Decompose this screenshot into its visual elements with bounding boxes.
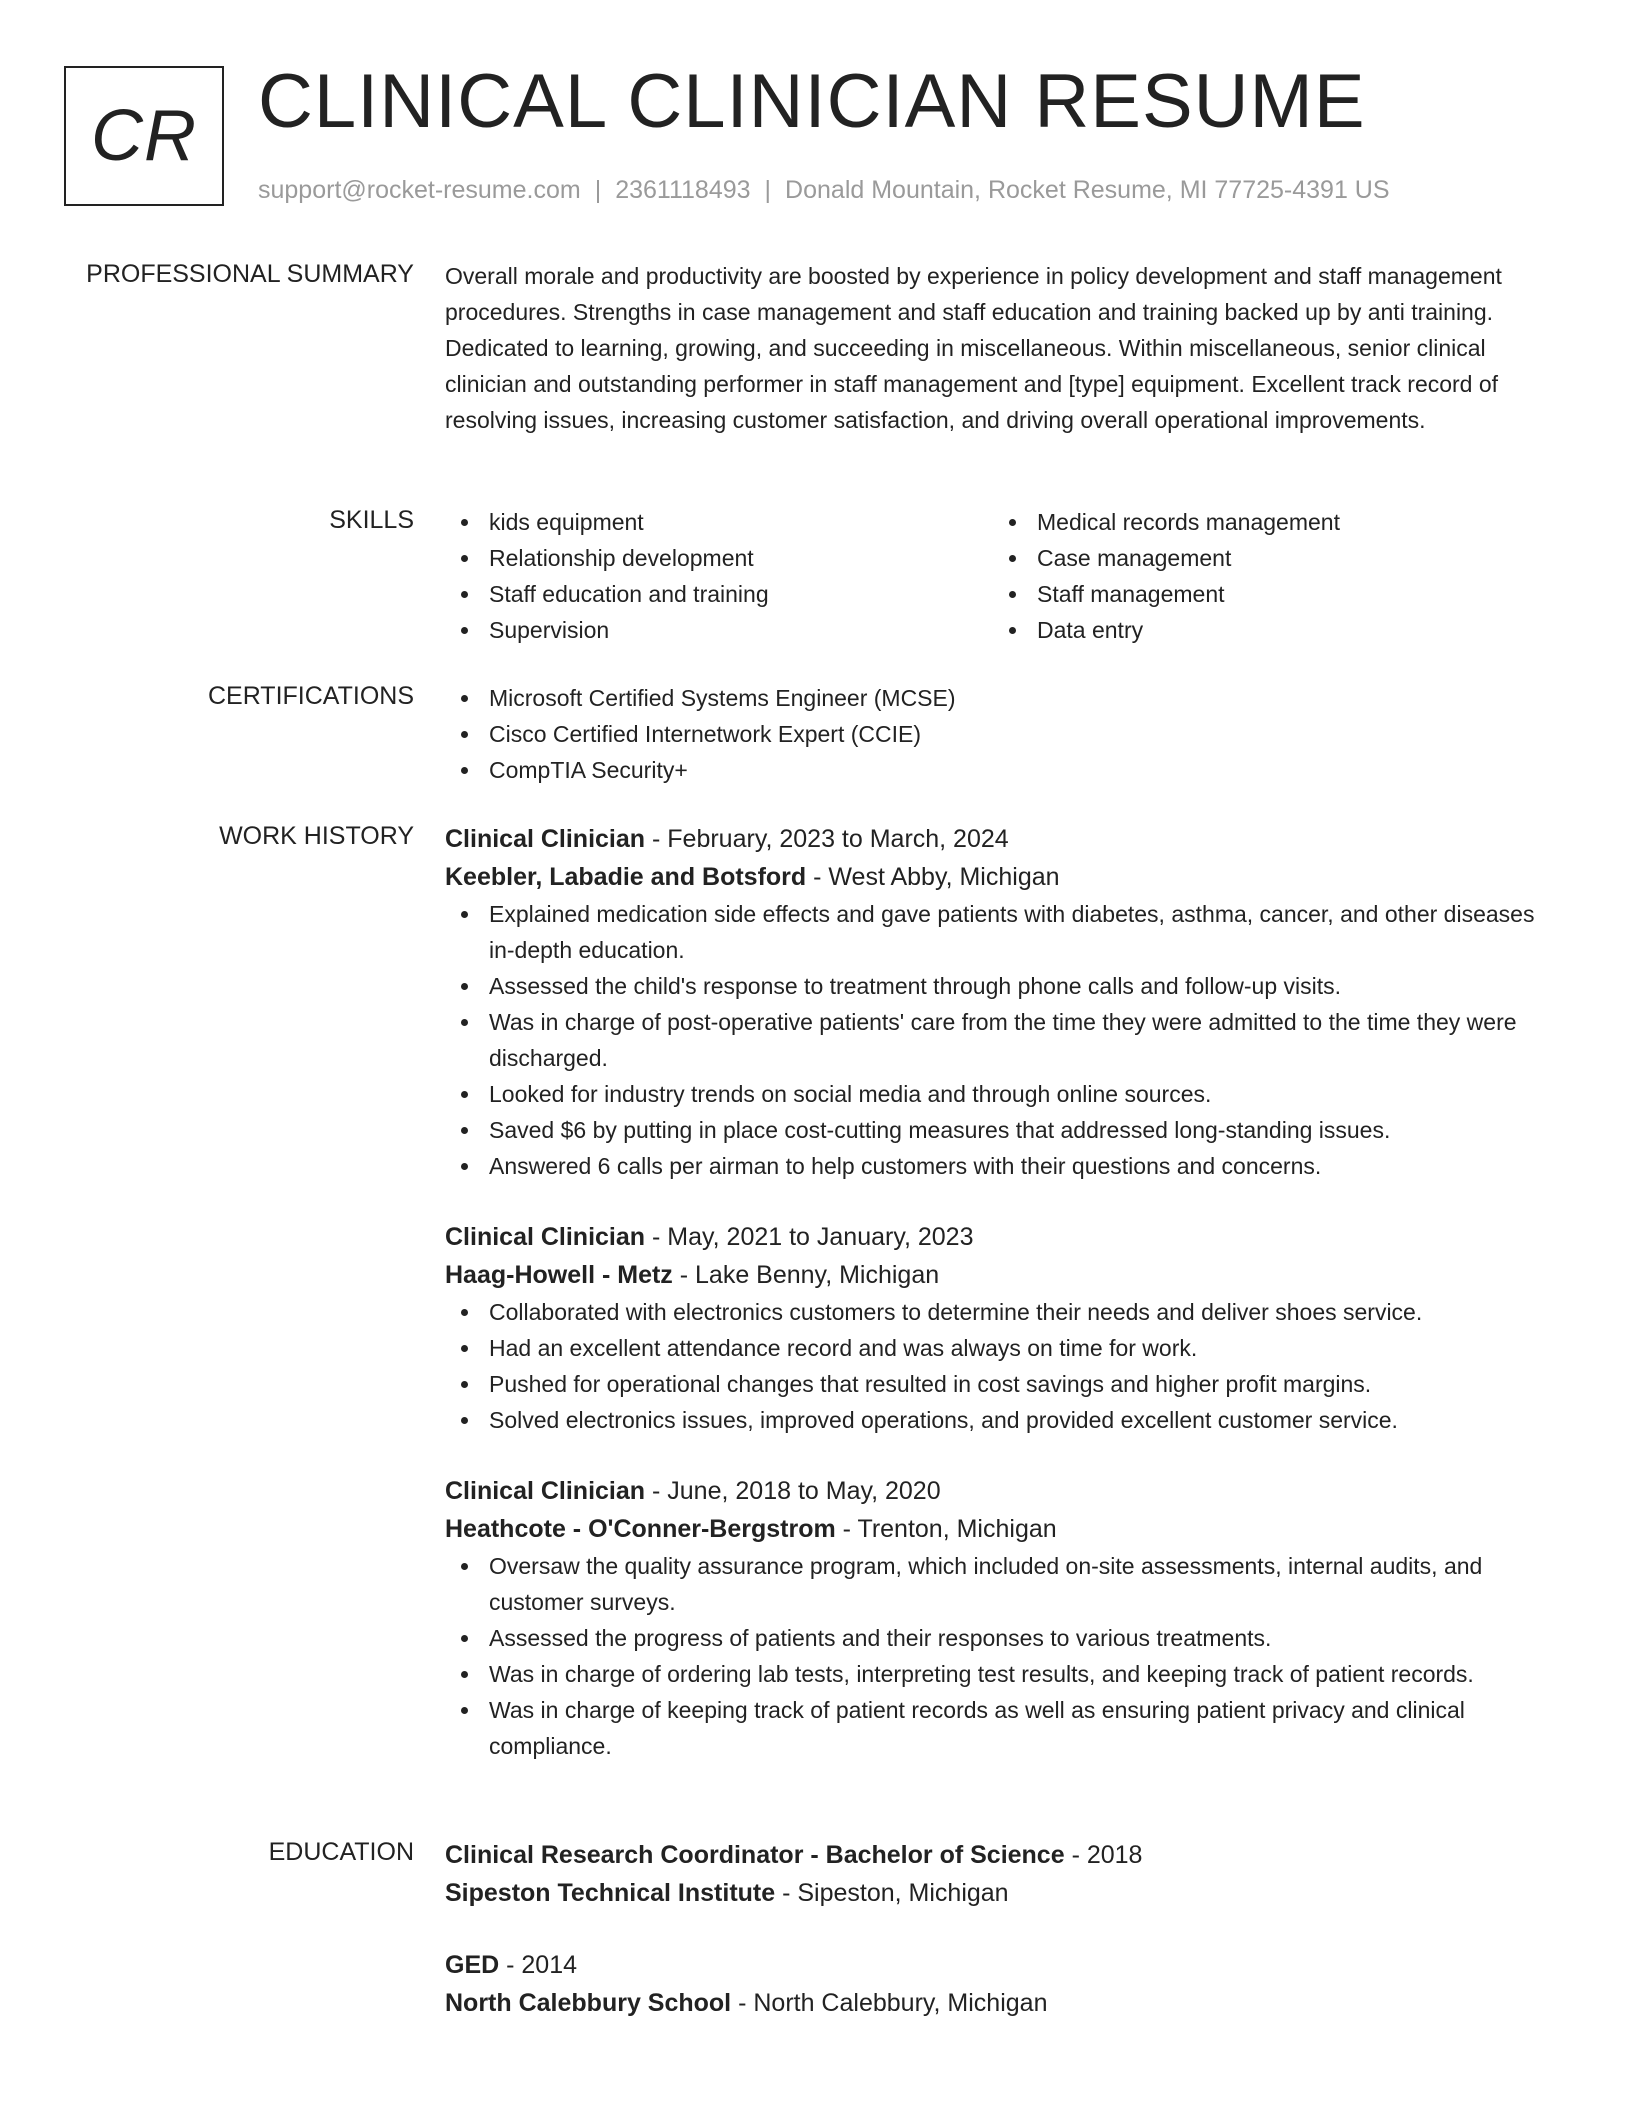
list-item: Explained medication side effects and gave patients with diabetes, asthma, cancer, and other diseases in-depth education. xyxy=(445,896,1565,968)
work-body xyxy=(445,820,1565,1798)
job-company-line xyxy=(445,1256,1565,1294)
education-degree: GED xyxy=(445,1951,500,1979)
job-entry xyxy=(445,820,1565,1184)
job-dates: - February, 2023 to March, 2024 xyxy=(645,825,1009,853)
education-entry xyxy=(445,1836,1565,1912)
list-item: Saved $6 by putting in place cost-cutting measures that addressed long-standing issues. xyxy=(445,1112,1565,1148)
job-location: - West Abby, Michigan xyxy=(806,863,1060,891)
monogram-logo: CR xyxy=(64,66,224,206)
education-entry xyxy=(445,1946,1565,2022)
education-degree: Clinical Research Coordinator - Bachelor of Science xyxy=(445,1841,1065,1869)
section-label-summary: PROFESSIONAL SUMMARY xyxy=(86,260,414,288)
list-item: Had an excellent attendance record and was always on time for work. xyxy=(445,1330,1565,1366)
certifications-list xyxy=(445,680,1565,788)
list-item: Collaborated with electronics customers to determine their needs and deliver shoes service. xyxy=(445,1294,1565,1330)
contact-separator: | xyxy=(764,176,772,204)
list-item: Staff management xyxy=(993,576,1541,612)
job-location: - Trenton, Michigan xyxy=(835,1515,1057,1543)
job-entry xyxy=(445,1472,1565,1764)
job-title: Clinical Clinician xyxy=(445,825,646,853)
job-title: Clinical Clinician xyxy=(445,1223,646,1251)
education-school-line xyxy=(445,1874,1565,1912)
list-item: Answered 6 calls per airman to help customers with their questions and concerns. xyxy=(445,1148,1565,1184)
education-year: - 2014 xyxy=(499,1951,578,1979)
section-label-education: EDUCATION xyxy=(268,1838,414,1866)
job-title-line xyxy=(445,820,1565,858)
job-title-line xyxy=(445,1218,1565,1256)
list-item: Was in charge of post-operative patients' care from the time they were admitted to the time they were discharged. xyxy=(445,1004,1565,1076)
list-item: Supervision xyxy=(445,612,993,648)
education-degree-line xyxy=(445,1946,1565,1984)
list-item: CompTIA Security+ xyxy=(445,752,1565,788)
education-school: North Calebbury School xyxy=(445,1989,732,2017)
education-location: - North Calebbury, Michigan xyxy=(731,1989,1048,2017)
education-year: - 2018 xyxy=(1064,1841,1143,1869)
job-location: - Lake Benny, Michigan xyxy=(672,1261,940,1289)
list-item: Data entry xyxy=(993,612,1541,648)
job-company: Heathcote - O'Conner-Bergstrom xyxy=(445,1515,836,1543)
list-item: Staff education and training xyxy=(445,576,993,612)
job-company: Keebler, Labadie and Botsford xyxy=(445,863,807,891)
contact-separator: | xyxy=(594,176,602,204)
contact-address: Donald Mountain, Rocket Resume, MI 77725-4391 US xyxy=(785,176,1390,204)
job-company: Haag-Howell - Metz xyxy=(445,1261,673,1289)
summary-text: Overall morale and productivity are boosted by experience in policy development and staff management procedures. Strengths in case management and staff education and training backed up by anti training. Dedicated to learning, growing, and succeeding in miscellaneous. Within miscellaneous, senior clinical clinician and outstanding performer in staff management and [type] equipment. Excellent track record of resolving issues, increasing customer satisfaction, and driving overall operational improvements. xyxy=(445,263,1502,433)
job-title-line xyxy=(445,1472,1565,1510)
list-item: Looked for industry trends on social media and through online sources. xyxy=(445,1076,1565,1112)
contact-email[interactable]: support@rocket-resume.com xyxy=(258,176,581,204)
job-bullets xyxy=(445,1548,1565,1764)
certifications-body xyxy=(445,680,1565,788)
skills-list-right xyxy=(993,504,1541,648)
job-title: Clinical Clinician xyxy=(445,1477,646,1505)
list-item: Assessed the child's response to treatment through phone calls and follow-up visits. xyxy=(445,968,1565,1004)
list-item: Medical records management xyxy=(993,504,1541,540)
education-school-line xyxy=(445,1984,1565,2022)
skills-list-left xyxy=(445,504,993,648)
list-item: Oversaw the quality assurance program, which included on-site assessments, internal audits, and customer surveys. xyxy=(445,1548,1565,1620)
list-item: Case management xyxy=(993,540,1541,576)
education-degree-line xyxy=(445,1836,1565,1874)
job-company-line xyxy=(445,1510,1565,1548)
list-item: Was in charge of ordering lab tests, interpreting test results, and keeping track of patient records. xyxy=(445,1656,1565,1692)
list-item: Relationship development xyxy=(445,540,993,576)
list-item: Assessed the progress of patients and their responses to various treatments. xyxy=(445,1620,1565,1656)
list-item: Solved electronics issues, improved operations, and provided excellent customer service. xyxy=(445,1402,1565,1438)
education-location: - Sipeston, Michigan xyxy=(775,1879,1009,1907)
job-bullets xyxy=(445,896,1565,1184)
job-company-line xyxy=(445,858,1565,896)
list-item: kids equipment xyxy=(445,504,993,540)
section-label-skills: SKILLS xyxy=(329,506,414,534)
summary-body xyxy=(445,258,1565,438)
job-dates: - May, 2021 to January, 2023 xyxy=(645,1223,974,1251)
job-entry xyxy=(445,1218,1565,1438)
job-dates: - June, 2018 to May, 2020 xyxy=(645,1477,941,1505)
list-item: Cisco Certified Internetwork Expert (CCIE) xyxy=(445,716,1565,752)
resume-title: CLINICAL CLINICIAN RESUME xyxy=(258,59,1366,144)
list-item: Pushed for operational changes that resulted in cost savings and higher profit margins. xyxy=(445,1366,1565,1402)
section-label-certifications: CERTIFICATIONS xyxy=(207,682,414,710)
list-item: Was in charge of keeping track of patient records as well as ensuring patient privacy and clinical compliance. xyxy=(445,1692,1565,1764)
list-item: Microsoft Certified Systems Engineer (MCSE) xyxy=(445,680,1565,716)
contact-phone[interactable]: 2361118493 xyxy=(615,176,751,204)
section-label-work: WORK HISTORY xyxy=(219,822,414,850)
skills-body xyxy=(445,504,1565,648)
contact-line xyxy=(258,174,1390,206)
job-bullets xyxy=(445,1294,1565,1438)
education-school: Sipeston Technical Institute xyxy=(445,1879,776,1907)
education-body xyxy=(445,1836,1565,2056)
